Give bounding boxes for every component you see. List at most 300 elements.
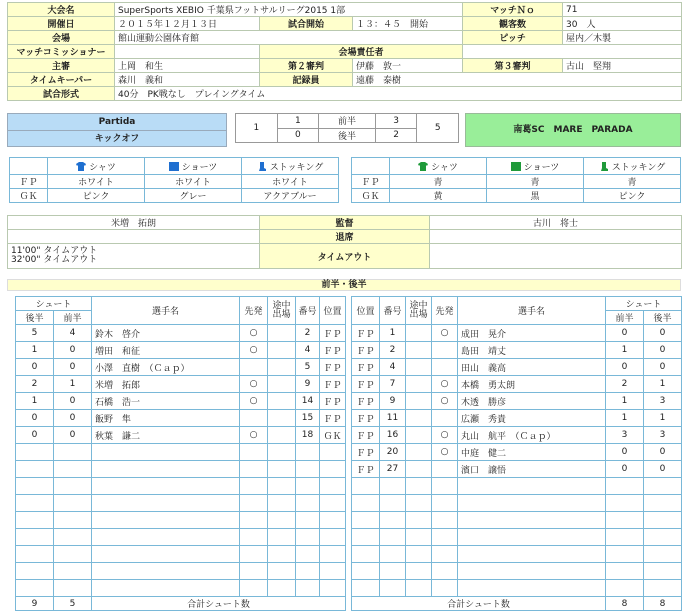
home-timeouts xyxy=(8,244,260,269)
match-no-value: 71 xyxy=(563,3,682,17)
player-name: 丸山 航平 （Ｃａｐ） xyxy=(458,427,606,444)
player-sub xyxy=(406,495,432,512)
player-number: 1 xyxy=(380,325,406,342)
referee-value: 上岡 和生 xyxy=(115,59,260,73)
away-fp-shirt: 青 xyxy=(390,175,487,189)
player-position xyxy=(320,580,346,597)
player-sub xyxy=(268,427,296,444)
player-first-shots xyxy=(54,529,92,546)
kickoff-value: １３：４５ 開始 xyxy=(353,17,463,31)
player-second-shots xyxy=(16,546,54,563)
home-fp-socks: ホワイト xyxy=(242,175,339,189)
player-name xyxy=(92,563,240,580)
timekeeper-value: 森川 義和 xyxy=(115,73,260,87)
home-total-row xyxy=(16,597,346,611)
shorts-icon xyxy=(169,162,179,171)
player-name xyxy=(458,495,606,512)
player-starter xyxy=(240,461,268,478)
player-name: 島田 靖丈 xyxy=(458,342,606,359)
player-starter xyxy=(432,461,458,478)
player-position: ＦＰ xyxy=(352,342,380,359)
player-position: ＦＰ xyxy=(352,410,380,427)
table-row xyxy=(16,495,346,512)
player-number: 2 xyxy=(296,325,320,342)
away-total-first: 8 xyxy=(606,597,644,611)
player-starter: ○ xyxy=(432,427,458,444)
table-row xyxy=(16,427,346,444)
player-name xyxy=(92,495,240,512)
player-sub xyxy=(268,461,296,478)
player-name: 中庭 健二 xyxy=(458,444,606,461)
player-first-shots xyxy=(54,580,92,597)
player-starter xyxy=(432,359,458,376)
table-row xyxy=(352,427,682,444)
player-starter xyxy=(240,410,268,427)
player-position: ＦＰ xyxy=(352,393,380,410)
player-second-shots: 0 xyxy=(16,427,54,444)
home-first-header: 前半 xyxy=(54,311,92,325)
table-row xyxy=(352,529,682,546)
socks-icon xyxy=(599,162,609,171)
table-row xyxy=(352,478,682,495)
player-number: 9 xyxy=(380,393,406,410)
player-first-shots: 0 xyxy=(606,444,644,461)
player-sub xyxy=(406,427,432,444)
player-sub xyxy=(268,359,296,376)
player-name xyxy=(92,478,240,495)
home-total-label: 合計シュート数 xyxy=(92,597,346,611)
table-row xyxy=(352,563,682,580)
table-row xyxy=(16,546,346,563)
player-second-shots: 3 xyxy=(644,427,682,444)
player-name: 飯野 隼 xyxy=(92,410,240,427)
player-second-shots xyxy=(16,461,54,478)
player-position xyxy=(320,461,346,478)
player-first-shots xyxy=(606,495,644,512)
player-second-shots xyxy=(16,495,54,512)
player-number xyxy=(380,512,406,529)
half-banner: 前半・後半 xyxy=(7,279,681,291)
away-shirt-header: シャツ xyxy=(431,162,458,173)
player-position: ＦＰ xyxy=(352,325,380,342)
player-second-shots: 0 xyxy=(644,444,682,461)
player-starter xyxy=(240,512,268,529)
venue-value: 館山運動公園体育館 xyxy=(115,31,463,45)
player-starter xyxy=(432,580,458,597)
player-sub xyxy=(406,359,432,376)
player-sub xyxy=(268,546,296,563)
player-sub xyxy=(406,325,432,342)
table-row xyxy=(352,376,682,393)
player-first-shots xyxy=(54,461,92,478)
player-position: ＦＰ xyxy=(352,444,380,461)
scoreboard xyxy=(7,113,681,147)
player-first-shots xyxy=(606,563,644,580)
table-row xyxy=(16,325,346,342)
player-starter: ○ xyxy=(432,376,458,393)
player-first-shots: 0 xyxy=(54,359,92,376)
away-gk-label: ＧＫ xyxy=(352,189,390,203)
home-fp-shorts: ホワイト xyxy=(145,175,242,189)
player-second-shots xyxy=(16,478,54,495)
second-ref-label: 第２審判 xyxy=(260,59,353,73)
table-row xyxy=(352,325,682,342)
player-first-shots: 2 xyxy=(606,376,644,393)
away-gk-shirt: 黄 xyxy=(390,189,487,203)
player-second-shots: 2 xyxy=(16,376,54,393)
player-sub xyxy=(406,478,432,495)
player-number: 27 xyxy=(380,461,406,478)
player-position xyxy=(320,563,346,580)
table-row xyxy=(352,342,682,359)
coach-label: 監督 xyxy=(260,216,430,230)
player-sub xyxy=(406,529,432,546)
player-name xyxy=(458,580,606,597)
home-shoot-header: シュート xyxy=(16,297,92,311)
date-label: 開催日 xyxy=(8,17,115,31)
player-name: 増田 和征 xyxy=(92,342,240,359)
player-second-shots: 0 xyxy=(644,461,682,478)
home-total-first: 5 xyxy=(54,597,92,611)
away-first-score: 3 xyxy=(375,114,417,129)
away-fp-socks: 青 xyxy=(584,175,681,189)
away-total-label: 合計シュート数 xyxy=(352,597,606,611)
player-first-shots xyxy=(54,563,92,580)
player-sub xyxy=(268,393,296,410)
player-sub xyxy=(268,529,296,546)
away-fp-shorts: 青 xyxy=(487,175,584,189)
player-position xyxy=(352,529,380,546)
venue-manager-label: 会場責任者 xyxy=(260,45,463,59)
player-number xyxy=(296,546,320,563)
home-shirt-header: シャツ xyxy=(89,162,116,173)
player-number xyxy=(380,580,406,597)
player-starter xyxy=(432,478,458,495)
player-first-shots: 0 xyxy=(54,393,92,410)
player-number: 11 xyxy=(380,410,406,427)
shirt-icon xyxy=(76,162,86,171)
player-number: 15 xyxy=(296,410,320,427)
player-position: ＦＰ xyxy=(352,461,380,478)
player-starter xyxy=(432,495,458,512)
away-starter-header: 先発 xyxy=(432,297,458,325)
player-name: 濱口 譲悟 xyxy=(458,461,606,478)
player-position xyxy=(352,546,380,563)
player-number: 4 xyxy=(296,342,320,359)
staff-table xyxy=(7,215,682,269)
table-row xyxy=(16,580,346,597)
table-row xyxy=(16,342,346,359)
player-second-shots xyxy=(644,478,682,495)
player-number xyxy=(296,580,320,597)
player-name xyxy=(458,546,606,563)
player-starter xyxy=(240,495,268,512)
second-ref-value: 伊藤 敦一 xyxy=(353,59,463,73)
player-number xyxy=(296,495,320,512)
away-total-row xyxy=(352,597,682,611)
away-socks-header: ストッキング xyxy=(611,162,666,173)
home-gk-shirt: ピンク xyxy=(48,189,145,203)
player-second-shots: 3 xyxy=(644,393,682,410)
player-name: 田山 義高 xyxy=(458,359,606,376)
second-half-label: 後半 xyxy=(319,128,376,143)
player-name xyxy=(458,529,606,546)
away-shoot-header: シュート xyxy=(606,297,682,311)
home-sub-header: 途中出場 xyxy=(268,297,296,325)
player-first-shots xyxy=(606,529,644,546)
away-team-name: 南葛SC MARE PARADA xyxy=(465,113,681,147)
player-sub xyxy=(406,342,432,359)
player-name xyxy=(92,444,240,461)
player-starter: ○ xyxy=(432,325,458,342)
player-starter: ○ xyxy=(240,376,268,393)
table-row xyxy=(16,410,346,427)
table-row xyxy=(16,461,346,478)
player-second-shots: 1 xyxy=(644,376,682,393)
attendance-value: 30 人 xyxy=(563,17,682,31)
pitch-value: 屋内／木製 xyxy=(563,31,682,45)
player-number: 9 xyxy=(296,376,320,393)
home-gk-socks: アクアブルー xyxy=(242,189,339,203)
third-ref-label: 第３審判 xyxy=(463,59,563,73)
timekeeper-label: タイムキーパー xyxy=(8,73,115,87)
player-starter xyxy=(432,563,458,580)
away-kit-table xyxy=(351,157,681,203)
player-starter xyxy=(240,563,268,580)
player-number xyxy=(380,495,406,512)
player-number: 18 xyxy=(296,427,320,444)
table-row xyxy=(16,444,346,461)
away-total-second: 8 xyxy=(644,597,682,611)
player-name: 広瀬 秀貴 xyxy=(458,410,606,427)
commissioner-value xyxy=(115,45,260,59)
player-position xyxy=(320,478,346,495)
player-first-shots: 1 xyxy=(606,342,644,359)
player-position: ＦＰ xyxy=(320,393,346,410)
player-sub xyxy=(268,495,296,512)
player-number: 5 xyxy=(296,359,320,376)
away-sendoff xyxy=(430,230,682,244)
recorder-value: 遠藤 泰樹 xyxy=(353,73,682,87)
commissioner-label: マッチコミッショナー xyxy=(8,45,115,59)
table-row xyxy=(16,376,346,393)
player-sub xyxy=(406,410,432,427)
player-number: 16 xyxy=(380,427,406,444)
player-position: ＦＰ xyxy=(320,342,346,359)
player-position xyxy=(352,512,380,529)
home-sendoff xyxy=(8,230,260,244)
player-position xyxy=(320,512,346,529)
home-shorts-header: ショーツ xyxy=(181,162,218,173)
home-kit-table xyxy=(9,157,339,203)
player-first-shots xyxy=(54,495,92,512)
player-second-shots: 5 xyxy=(16,325,54,342)
player-second-shots: 1 xyxy=(644,410,682,427)
player-position: ＦＰ xyxy=(352,376,380,393)
player-first-shots xyxy=(606,478,644,495)
player-second-shots xyxy=(16,444,54,461)
away-number-header: 番号 xyxy=(380,297,406,325)
player-first-shots: 1 xyxy=(54,376,92,393)
away-player-header: 選手名 xyxy=(458,297,606,325)
format-value: 40分 PK戦なし プレイングタイム xyxy=(115,87,682,101)
player-sub xyxy=(268,410,296,427)
away-roster-table xyxy=(351,296,682,611)
player-position xyxy=(352,563,380,580)
player-number xyxy=(380,563,406,580)
away-second-score: 2 xyxy=(375,128,417,143)
player-first-shots xyxy=(54,478,92,495)
player-starter: ○ xyxy=(432,444,458,461)
home-coach: 米増 拓朗 xyxy=(8,216,260,230)
player-name: 成田 晃介 xyxy=(458,325,606,342)
home-total-second: 9 xyxy=(16,597,54,611)
referee-label: 主審 xyxy=(8,59,115,73)
home-fp-shirt: ホワイト xyxy=(48,175,145,189)
home-total-score: 1 xyxy=(236,114,278,143)
shirt-icon xyxy=(418,162,428,171)
player-position: ＦＰ xyxy=(352,359,380,376)
player-name: 本橋 勇太朗 xyxy=(458,376,606,393)
match-info-table xyxy=(7,2,682,101)
player-starter: ○ xyxy=(240,342,268,359)
home-position-header: 位置 xyxy=(320,297,346,325)
home-second-score: 0 xyxy=(277,128,319,143)
home-gk-shorts: グレー xyxy=(145,189,242,203)
player-second-shots: 0 xyxy=(16,359,54,376)
player-starter xyxy=(240,359,268,376)
home-team-name: Partida xyxy=(8,114,226,131)
table-row xyxy=(16,478,346,495)
table-row xyxy=(352,444,682,461)
player-name xyxy=(92,580,240,597)
player-first-shots xyxy=(606,512,644,529)
table-row xyxy=(352,495,682,512)
player-second-shots xyxy=(644,546,682,563)
player-name xyxy=(458,563,606,580)
tournament-value: SuperSports XEBIO 千葉県フットサルリーグ2015 1部 xyxy=(115,3,463,17)
player-sub xyxy=(268,342,296,359)
table-row xyxy=(352,580,682,597)
player-second-shots: 1 xyxy=(16,393,54,410)
player-starter xyxy=(240,546,268,563)
player-first-shots: 1 xyxy=(606,393,644,410)
player-position: ＦＰ xyxy=(320,410,346,427)
player-first-shots xyxy=(606,580,644,597)
player-sub xyxy=(406,376,432,393)
player-sub xyxy=(406,546,432,563)
player-first-shots: 0 xyxy=(606,359,644,376)
player-second-shots xyxy=(644,512,682,529)
player-number xyxy=(380,529,406,546)
player-first-shots: 0 xyxy=(606,325,644,342)
player-position xyxy=(352,478,380,495)
player-starter xyxy=(240,580,268,597)
player-name: 米増 拓郎 xyxy=(92,376,240,393)
player-starter xyxy=(432,529,458,546)
player-number: 20 xyxy=(380,444,406,461)
venue-manager-value xyxy=(463,45,682,59)
player-first-shots: 3 xyxy=(606,427,644,444)
player-first-shots: 0 xyxy=(54,410,92,427)
player-number xyxy=(296,444,320,461)
attendance-label: 観客数 xyxy=(463,17,563,31)
player-second-shots xyxy=(644,563,682,580)
player-first-shots: 0 xyxy=(606,461,644,478)
third-ref-value: 古山 堅翔 xyxy=(563,59,682,73)
home-timeout-1: 11'00" タイムアウト xyxy=(11,246,98,256)
date-value: ２０１５年１２月１３日 xyxy=(115,17,260,31)
player-number xyxy=(380,546,406,563)
table-row xyxy=(352,512,682,529)
player-starter: ○ xyxy=(432,393,458,410)
player-position: ＦＰ xyxy=(352,427,380,444)
player-second-shots xyxy=(16,512,54,529)
venue-label: 会場 xyxy=(8,31,115,45)
player-number: 4 xyxy=(380,359,406,376)
recorder-label: 記録員 xyxy=(260,73,353,87)
player-sub xyxy=(406,563,432,580)
table-row xyxy=(16,359,346,376)
player-second-shots xyxy=(16,580,54,597)
player-number xyxy=(296,478,320,495)
player-starter xyxy=(240,529,268,546)
player-first-shots: 4 xyxy=(54,325,92,342)
player-number xyxy=(380,478,406,495)
player-number xyxy=(296,529,320,546)
player-position xyxy=(352,495,380,512)
player-number: 14 xyxy=(296,393,320,410)
table-row xyxy=(16,563,346,580)
player-sub xyxy=(268,512,296,529)
player-position xyxy=(320,444,346,461)
player-sub xyxy=(268,580,296,597)
table-row xyxy=(16,512,346,529)
score-box xyxy=(235,113,459,147)
player-starter xyxy=(240,444,268,461)
player-starter: ○ xyxy=(240,427,268,444)
home-number-header: 番号 xyxy=(296,297,320,325)
home-fp-label: ＦＰ xyxy=(10,175,48,189)
home-gk-label: ＧＫ xyxy=(10,189,48,203)
player-name: 木透 勝彦 xyxy=(458,393,606,410)
player-first-shots xyxy=(54,444,92,461)
player-sub xyxy=(406,512,432,529)
table-row xyxy=(352,359,682,376)
player-position: ＦＰ xyxy=(320,325,346,342)
player-starter xyxy=(432,342,458,359)
player-position: ＧＫ xyxy=(320,427,346,444)
player-sub xyxy=(268,478,296,495)
player-second-shots: 0 xyxy=(644,342,682,359)
player-position xyxy=(352,580,380,597)
player-sub xyxy=(406,393,432,410)
away-coach: 古川 将士 xyxy=(430,216,682,230)
player-second-shots: 0 xyxy=(16,410,54,427)
away-fp-label: ＦＰ xyxy=(352,175,390,189)
player-position: ＦＰ xyxy=(320,376,346,393)
player-starter: ○ xyxy=(240,393,268,410)
player-name xyxy=(92,546,240,563)
player-starter xyxy=(240,478,268,495)
format-label: 試合形式 xyxy=(8,87,115,101)
kickoff-label: 試合開始 xyxy=(260,17,353,31)
player-name: 秋葉 謙二 xyxy=(92,427,240,444)
away-gk-socks: ピンク xyxy=(584,189,681,203)
player-starter xyxy=(432,410,458,427)
player-name xyxy=(92,461,240,478)
player-number: 7 xyxy=(380,376,406,393)
